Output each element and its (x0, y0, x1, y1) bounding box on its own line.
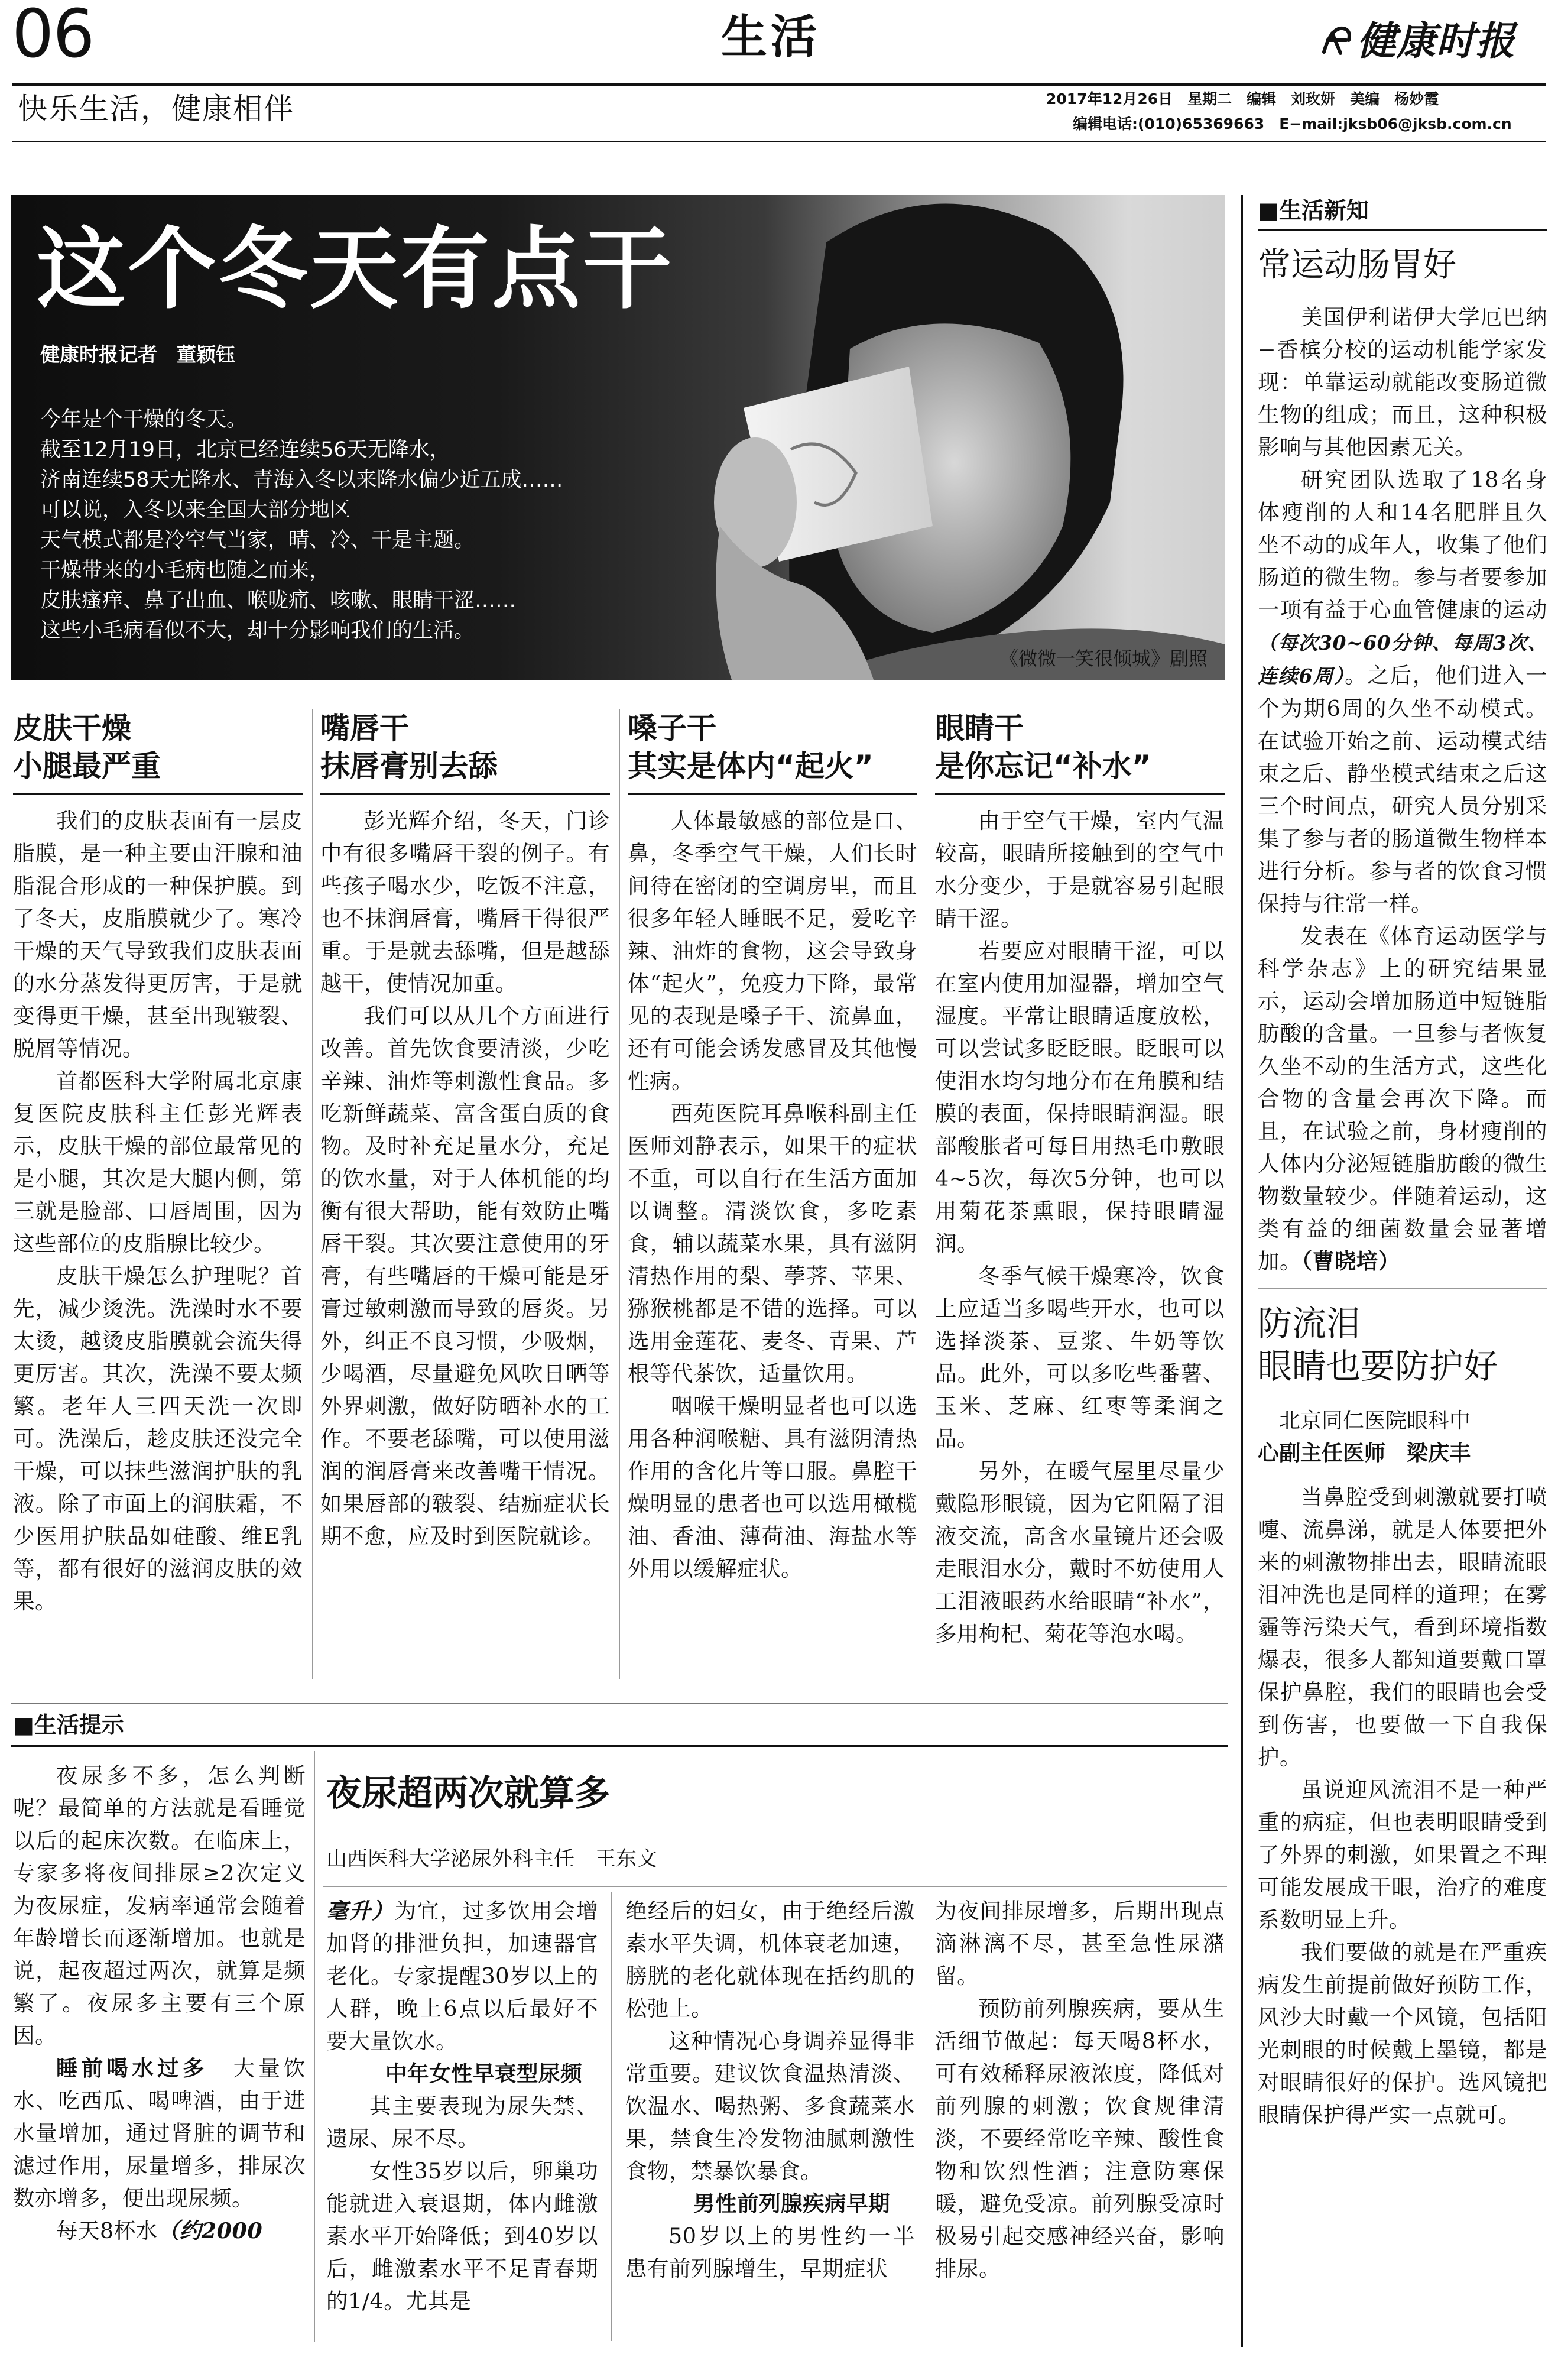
tips-paragraph (13, 2214, 306, 2247)
section-title: 生活 (721, 10, 821, 64)
sidebar-paragraph: 美国伊利诺伊大学厄巴纳−香槟分校的运动机能学家发现：单靠运动就能改变肠道微生物的组成；而且，这种积极影响与其他因素无关。 (1258, 304, 1547, 460)
tips-note: （约2000 (157, 2218, 263, 2243)
column-divider (619, 709, 620, 1679)
tips-text: 大量饮水、吃西瓜、喝啤酒，由于进水量增加，通过肾脏的调节和滤过作用，尿量增多，排尿次数亦增多，便出现尿频。 (13, 2055, 306, 2211)
lips-paragraph: 我们可以从几个方面进行改善。首先饮食要清淡，少吃辛辣、油炸等刺激性食品。多吃新鲜蔬菜、富含蛋白质的食物。及时补充足量水分，充足的饮水量，对于人体机能的均衡有很大帮助，能有效防止嘴唇干裂。其次要注意使用的牙膏，有些嘴唇的干燥可能是牙膏过敏刺激而导致的唇炎。另外，纠正不良习惯，少吸烟，少喝酒，尽量避免风吹日晒等外界刺激，做好防晒补水的工作。不要老舔嘴，可以使用滋润的润唇膏来改善嘴干情况。如果唇部的皲裂、结痂症状长期不愈，应及时到医院就诊。 (320, 1003, 610, 1549)
tips-label-rule (11, 1745, 1228, 1747)
feature-byline: 健康时报记者 董颖钰 (40, 343, 235, 366)
tips-subheading: 中年女性早衰型尿频 (385, 2061, 582, 2086)
eyes-paragraph: 由于空气干燥，室内气温较高，眼睛所接触到的空气中水分变少，于是就容易引起眼睛干涩。 (935, 808, 1225, 931)
sidebar-article-2-title-1: 防流泪 (1258, 1304, 1361, 1344)
eyes-paragraph: 另外，在暖气屋里尽量少戴隐形眼镜，因为它阻隔了泪液交流，高含水量镜片还会吸走眼泪水分，戴时不妨使用人工泪液眼药水给眼睛“补水”，多用枸杞、菊花等泡水喝。 (935, 1458, 1225, 1646)
tips-column-3 (625, 1895, 915, 2285)
throat-title-1: 嗓子干 (628, 711, 716, 745)
tips-headline: 夜尿超两次就算多 (326, 1773, 610, 1814)
article-lips (320, 709, 610, 1552)
eyes-paragraph: 若要应对眼睛干涩，可以在室内使用加湿器，增加空气湿度。平常让眼睛适度放松，可以尝试多眨眨眼。眨眼可以使泪水均匀地分布在角膜和结膜的表面，保持眼睛润湿。眼部酸胀者可每日用热毛巾敷眼4~5次，每次5分钟，也可以用菊花茶熏眼，保持眼睛湿润。 (935, 938, 1225, 1256)
sidebar-author: （曹晓培） (1301, 1249, 1400, 1274)
skin-title-1: 皮肤干燥 (13, 711, 131, 745)
masthead-rule-thin (12, 141, 1546, 142)
sidebar (1258, 195, 1547, 2131)
sidebar-text: 研究团队选取了18名身体瘦削的人和14名肥胖且久坐不动的成年人，收集了他们肠道的微生物。参与者要参加一项有益于心血管健康的运动 (1258, 467, 1547, 622)
throat-paragraph: 咽喉干燥明显者也可以选用各种润喉糖、具有滋阴清热作用的含化片等口服。鼻腔干燥明显的患者也可以选用橄榄油、香油、薄荷油、海盐水等外用以缓解症状。 (628, 1393, 917, 1581)
column-divider (312, 709, 313, 1679)
article-eyes (935, 709, 1225, 1650)
throat-title-rule (628, 793, 917, 795)
throat-paragraph: 人体最敏感的部位是口、鼻，冬季空气干燥，人们长时间待在密闭的空调房里，而且很多年轻人睡眠不足，爱吃辛辣、油炸的食物，这会导致身体“起火”，免疫力下降，最常见的表现是嗓子干、流鼻血，还有可能会诱发感冒及其他慢性病。 (628, 808, 917, 1094)
column-divider (611, 1892, 612, 2341)
tips-paragraph (13, 2052, 306, 2214)
tips-text: 每天8杯水 (56, 2218, 158, 2243)
intro-line: 可以说，入冬以来全国大部分地区 (40, 498, 351, 522)
intro-line: 天气模式都是冷空气当家，晴、冷、干是主题。 (40, 528, 475, 552)
tips-subheading: 男性前列腺疾病早期 (693, 2191, 890, 2216)
intro-line: 干燥带来的小毛病也随之而来， (40, 559, 330, 582)
sidebar-paragraph: 我们要做的就是在严重疾病发生前提前做好预防工作，风沙大时戴一个风镜，包括阳光刺眼的时候戴上墨镜，都是对眼睛很好的保护。选风镜把眼睛保护得严实一点就可。 (1258, 1940, 1547, 2128)
eyes-title-2: 是你忘记“补水” (935, 749, 1151, 783)
sidebar-paragraph: 当鼻腔受到刺激就要打喷嚏、流鼻涕，就是人体要把外来的刺激物排出去，眼睛流眼泪冲洗也是同样的道理；在雾霾等污染天气，看到环境指数爆表，很多人都知道要戴口罩保护鼻腔，我们的眼睛也会受到伤害，也要做一下自我保护。 (1258, 1484, 1547, 1770)
lips-paragraph: 彭光辉介绍，冬天，门诊中有很多嘴唇干裂的例子。有些孩子喝水少，吃饭不注意，也不抹润唇膏，嘴唇干得很严重。于是就去舔嘴，但是越舔越干，使情况加重。 (320, 808, 610, 996)
intro-line: 截至12月19日，北京已经连续56天无降水， (40, 438, 450, 462)
intro-line: 今年是个干燥的冬天。 (40, 408, 248, 432)
sidebar-article-2-title-2: 眼睛也要防护好 (1258, 1346, 1498, 1386)
slogan: 快乐生活，健康相伴 (18, 92, 294, 126)
sidebar-section-label: ■生活新知 (1258, 197, 1369, 223)
skin-paragraph: 首都医科大学附属北京康复医院皮肤科主任彭光辉表示，皮肤干燥的部位最常见的是小腿，其次是大腿内侧，第三就是脸部、口唇周围，因为这些部位的皮脂腺比较少。 (13, 1068, 303, 1256)
tips-section-label: ■生活提示 (13, 1712, 124, 1738)
tips-paragraph: 预防前列腺疾病，要从生活细节做起：每天喝8杯水，可有效稀释尿液浓度，降低对前列腺的刺激；饮食规律清淡，不要经常吃辛辣、酸性食物和饮烈性酒；注意防寒保暖，避免受凉。前列腺受凉时极易引起交感神经兴奋，影响排尿。 (935, 1996, 1225, 2281)
sidebar-text: 。之后，他们进入一个为期6周的久坐不动模式。在试验开始之前、运动模式结束之后、静坐模式结束之后这三个时间点，研究人员分别采集了参与者的肠道微生物样本进行分析。参与者的饮食习惯保持与往常一样。 (1258, 663, 1548, 916)
sidebar-divider (1241, 195, 1243, 2347)
tips-column-1 (13, 1759, 306, 2247)
tips-paragraph: 为夜间排尿增多，后期出现点滴淋漓不尽，甚至急性尿潴留。 (935, 1898, 1225, 1989)
sidebar-article-2-byline (1258, 1405, 1547, 1469)
sidebar-paragraph (1258, 463, 1547, 920)
tips-paragraph: 绝经后的妇女，由于绝经后激素水平失调，机体衰老加速，膀胱的老化就体现在括约肌的松弛上。 (625, 1898, 915, 2021)
intro-line: 皮肤瘙痒、鼻子出血、喉咙痛、咳嗽、眼睛干涩…… (40, 589, 517, 612)
tips-paragraph: 50岁以上的男性约一半患有前列腺增生，早期症状 (625, 2223, 915, 2281)
photo-caption: 《微微一笑很倾城》剧照 (999, 647, 1208, 670)
feature-banner (11, 195, 1225, 680)
article-throat (628, 709, 917, 1585)
date-editor-line: 2017年12月26日 星期二 编辑 刘玫妍 美编 杨妙霞 (1046, 90, 1439, 108)
skin-title-rule (13, 793, 303, 795)
skin-paragraph: 皮肤干燥怎么护理呢？首先，减少烫洗。洗澡时水不要太烫，越烫皮脂膜就会流失得更厉害。其次，洗澡不要太频繁。老年人三四天洗一次即可。洗澡后，趁皮肤还没完全干燥，可以抹些滋润护肤的乳液。除了市面上的润肤霜，不少医用护肤品如硅酸、维E乳等，都有很好的滋润皮肤的效果。 (13, 1263, 303, 1614)
tips-text: 为宜，过多饮用会增加肾的排泄负担，加速器官老化。专家提醒30岁以上的人群，晚上6点以后最好不要大量饮水。 (326, 1898, 599, 2054)
sidebar-paragraph (1258, 920, 1547, 1277)
paper-logo (1319, 18, 1550, 65)
eyes-title-1: 眼睛干 (935, 711, 1024, 745)
feature-headline: 这个冬天有点干 (37, 217, 674, 321)
throat-title-2: 其实是体内“起火” (628, 749, 874, 783)
page-number: 06 (12, 0, 94, 73)
tips-column-4 (935, 1895, 1225, 2285)
throat-paragraph: 西苑医院耳鼻喉科副主任医师刘静表示，如果干的症状不重，可以自行在生活方面加以调整。清淡饮食，多吃素食，辅以蔬菜水果，具有滋阴清热作用的梨、荸荠、苹果、猕猴桃都是不错的选择。可以选用金莲花、麦冬、青果、芦根等代茶饮，适量饮用。 (628, 1101, 917, 1386)
sidebar-paragraph: 虽说迎风流泪不是一种严重的病症，但也表明眼睛受到了外界的刺激，如果置之不理可能发展成干眼，治疗的难度系数明显上升。 (1258, 1777, 1547, 1932)
tips-paragraph: 这种情况心身调养显得非常重要。建议饮食温热清淡、饮温水、喝热粥、多食蔬菜水果，禁食生冷发物油腻刺激性食物，禁暴饮暴食。 (625, 2028, 915, 2184)
tips-top-rule (11, 1703, 1228, 1704)
intro-line: 济南连续58天无降水、青海入冬以来降水偏少近五成…… (40, 468, 563, 492)
feature-intro (40, 405, 563, 646)
sidebar-article-rule (1258, 1288, 1547, 1289)
byline-line: 心副主任医师 梁庆丰 (1258, 1441, 1471, 1465)
tips-byline-text: 山西医科大学泌尿外科主任 王东文 (326, 1847, 658, 1871)
tips-byline (326, 1844, 657, 1874)
article-skin (13, 709, 303, 1617)
lips-title-rule (320, 793, 610, 795)
tips-lead: 睡前喝水过多 (56, 2055, 208, 2081)
contact-line: 编辑电话:(010)65369663 E−mail:jksb06@jksb.com.cn (1073, 115, 1512, 132)
eyes-paragraph: 冬季气候干燥寒冷，饮食上应适当多喝些开水，也可以选择淡茶、豆浆、牛奶等饮品。此外，可以多吃些番薯、玉米、芝麻、红枣等柔润之品。 (935, 1263, 1225, 1451)
paper-name: 健康时报 (1357, 18, 1515, 64)
column-divider (314, 1751, 315, 2342)
tips-paragraph: 女性35岁以后，卵巢功能就进入衰退期，体内雌激素水平开始降低；到40岁以后，雌激素水平不足青春期的1/4。尤其是 (326, 2158, 598, 2314)
masthead-rule (12, 83, 1546, 86)
logo-mark-icon (1319, 22, 1356, 59)
lips-title-1: 嘴唇干 (320, 711, 409, 745)
tips-note: 毫升） (326, 1898, 395, 1924)
skin-paragraph: 我们的皮肤表面有一层皮脂膜，是一种主要由汗腺和油脂混合形成的一种保护膜。到了冬天，皮脂膜就少了。寒冷干燥的天气导致我们皮肤表面的水分蒸发得更厉害，于是就变得更干燥，甚至出现皲裂、脱屑等情况。 (13, 808, 303, 1061)
intro-line: 这些小毛病看似不大，却十分影响我们的生活。 (40, 619, 475, 643)
sidebar-note: （每次30~60分钟、每周3次、连续6周） (1258, 631, 1547, 688)
sidebar-label-rule (1258, 229, 1547, 231)
tips-paragraph (326, 1895, 598, 2057)
eyes-title-rule (935, 793, 1225, 795)
tips-byline-rule (323, 1886, 1227, 1887)
tips-paragraph: 夜尿多不多，怎么判断呢？最简单的方法就是看睡觉以后的起床次数。在临床上，专家多将夜间排尿≥2次定义为夜尿症，发病率通常会随着年龄增长而逐渐增加。也就是说，起夜超过两次，就算是频繁了。夜尿多主要有三个原因。 (13, 1763, 306, 2048)
byline-line: 北京同仁医院眼科中 (1279, 1409, 1471, 1433)
skin-title-2: 小腿最严重 (13, 749, 161, 783)
tips-column-2 (326, 1895, 598, 2317)
lips-title-2: 抹唇膏别去舔 (320, 749, 498, 783)
sidebar-article-1-title: 常运动肠胃好 (1258, 246, 1456, 284)
tips-paragraph: 其主要表现为尿失禁、遗尿、尿不尽。 (326, 2093, 598, 2151)
sidebar-text: 发表在《体育运动医学与科学杂志》上的研究结果显示，运动会增加肠道中短链脂肪酸的含量。一旦参与者恢复久坐不动的生活方式，这些化合物的含量会再次下降。而且，在试验之前，身材瘦削的人体内分泌短链脂肪酸的微生物数量较少。伴随着运动，这类有益的细菌数量会显著增加。 (1258, 923, 1547, 1274)
